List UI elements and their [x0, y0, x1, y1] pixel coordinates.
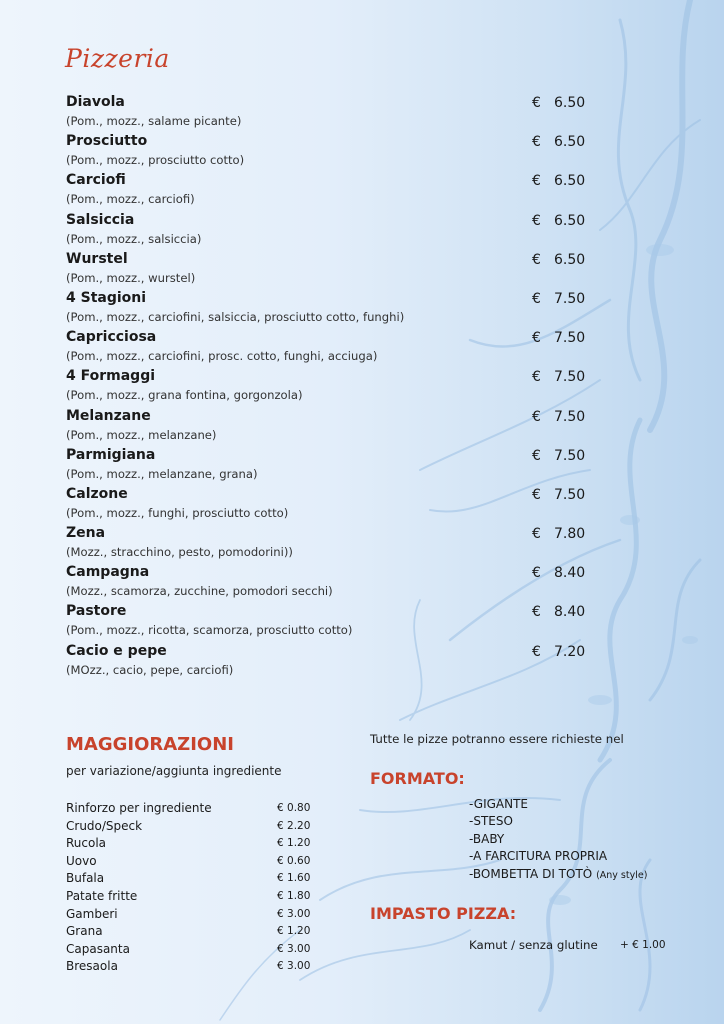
extra-item — [66, 889, 326, 907]
format-option — [469, 832, 647, 849]
extra-name: Capasanta — [66, 941, 130, 956]
extra-price: € 0.80 — [277, 802, 311, 814]
currency-symbol: € — [532, 604, 541, 621]
extra-item — [66, 942, 326, 960]
extra-price: € 1.20 — [277, 925, 311, 938]
currency-symbol: € — [532, 408, 541, 425]
menu-item — [66, 251, 596, 290]
pizza-menu-list — [66, 94, 596, 682]
menu-item — [66, 212, 596, 251]
item-price — [532, 448, 585, 464]
item-name: Cacio e pepe — [66, 642, 167, 659]
formato-title: FORMATO: — [370, 769, 465, 788]
item-price — [532, 95, 585, 111]
item-ingredients: (Mozz., scamorza, zucchine, pomodori secchi) — [66, 584, 333, 599]
currency-symbol: € — [532, 565, 541, 582]
item-name: Prosciutto — [66, 133, 148, 150]
currency-symbol: € — [532, 212, 541, 229]
extra-price: € 0.60 — [277, 854, 311, 867]
item-ingredients: (Pom., mozz., salame picante) — [66, 114, 242, 128]
extra-price: € 1.20 — [277, 837, 311, 850]
extra-item — [66, 907, 326, 925]
item-price — [532, 565, 585, 581]
item-ingredients: (Pom., mozz., salsiccia) — [66, 231, 202, 246]
format-option — [469, 849, 647, 866]
item-price — [532, 409, 585, 425]
maggiorazioni-title: MAGGIORAZIONI — [66, 734, 234, 755]
price-value: 7.50 — [554, 447, 586, 464]
item-name: Melanzane — [66, 407, 151, 424]
currency-symbol: € — [532, 643, 541, 660]
menu-item — [66, 486, 596, 525]
currency-symbol: € — [532, 290, 541, 307]
item-price — [532, 213, 585, 229]
format-label: -A FARCITURA PROPRIA — [469, 849, 608, 864]
extra-price: € 1.60 — [277, 872, 311, 885]
price-value: 6.50 — [554, 251, 586, 268]
format-option — [469, 814, 647, 831]
item-price — [532, 291, 585, 307]
extra-price: € 3.00 — [277, 960, 311, 973]
price-value: 7.80 — [554, 526, 586, 543]
menu-item — [66, 133, 596, 172]
item-ingredients: (Pom., mozz., melanzane, grana) — [66, 466, 258, 481]
item-name: Campagna — [66, 564, 150, 581]
item-price — [532, 252, 585, 268]
maggiorazioni-subtitle: per variazione/aggiunta ingrediente — [66, 764, 282, 778]
item-ingredients: (Pom., mozz., ricotta, scamorza, prosciutto cotto) — [66, 623, 353, 638]
format-label: -BABY — [469, 831, 505, 846]
extra-price: € 3.00 — [277, 942, 311, 955]
currency-symbol: € — [532, 95, 541, 111]
item-name: Salsiccia — [66, 211, 135, 228]
extra-item — [66, 819, 326, 837]
item-ingredients: (Pom., mozz., grana fontina, gorgonzola) — [66, 388, 303, 403]
extra-name: Patate fritte — [66, 888, 138, 903]
price-value: 7.50 — [554, 290, 586, 307]
item-ingredients: (Pom., mozz., carciofini, salsiccia, prosciutto cotto, funghi) — [66, 309, 405, 324]
extra-name: Rucola — [66, 836, 107, 851]
extra-item — [66, 854, 326, 872]
extra-item — [66, 959, 326, 977]
format-option — [469, 867, 647, 884]
item-ingredients: (Pom., mozz., melanzane) — [66, 427, 217, 442]
menu-item — [66, 290, 596, 329]
extra-price: € 1.80 — [277, 889, 311, 902]
extra-item — [66, 871, 326, 889]
extra-name: Bufala — [66, 871, 105, 886]
format-label: -BOMBETTA DI TOTÒ — [469, 866, 593, 881]
item-ingredients: (Pom., mozz., prosciutto cotto) — [66, 153, 245, 168]
item-name: 4 Stagioni — [66, 289, 147, 306]
item-ingredients: (Mozz., stracchino, pesto, pomodorini)) — [66, 545, 293, 560]
impasto-option: Kamut / senza glutine — [469, 938, 598, 952]
extra-name: Gamberi — [66, 906, 118, 921]
item-name: Zena — [66, 525, 106, 542]
extra-price: € 3.00 — [277, 907, 311, 920]
price-value: 7.50 — [554, 486, 586, 503]
formato-options-list — [469, 797, 647, 884]
format-label: -GIGANTE — [469, 797, 529, 811]
price-value: 7.20 — [554, 643, 586, 660]
item-price — [532, 173, 585, 189]
extra-item — [66, 836, 326, 854]
price-value: 7.50 — [554, 369, 586, 386]
item-name: Pastore — [66, 603, 127, 620]
menu-item — [66, 329, 596, 368]
item-ingredients: (Pom., mozz., carciofi) — [66, 192, 195, 207]
item-name: Capricciosa — [66, 329, 157, 346]
price-value: 7.50 — [554, 408, 586, 425]
menu-item — [66, 564, 596, 603]
impasto-price: + € 1.00 — [620, 939, 666, 951]
item-price — [532, 526, 585, 542]
menu-item — [66, 172, 596, 211]
currency-symbol: € — [532, 486, 541, 503]
menu-item — [66, 643, 596, 682]
item-price — [532, 644, 585, 660]
menu-item — [66, 94, 596, 133]
item-name: Calzone — [66, 485, 128, 502]
menu-item — [66, 447, 596, 486]
formato-note: Tutte le pizze potranno essere richieste nel — [370, 732, 624, 746]
menu-item — [66, 368, 596, 407]
extra-name: Rinforzo per ingrediente — [66, 801, 212, 815]
format-tag: (Any style) — [596, 869, 648, 881]
item-ingredients: (Pom., mozz., carciofini, prosc. cotto, funghi, acciuga) — [66, 349, 378, 364]
item-price — [532, 330, 585, 346]
currency-symbol: € — [532, 369, 541, 386]
format-option — [469, 797, 647, 814]
item-price — [532, 604, 585, 620]
extra-name: Grana — [66, 924, 103, 939]
price-value: 6.50 — [554, 173, 586, 190]
currency-symbol: € — [532, 134, 541, 151]
extra-name: Crudo/Speck — [66, 818, 143, 833]
price-value: 7.50 — [554, 330, 586, 347]
price-value: 6.50 — [554, 134, 586, 151]
format-label: -STESO — [469, 814, 513, 829]
item-ingredients: (Pom., mozz., funghi, prosciutto cotto) — [66, 505, 289, 520]
extra-item — [66, 801, 326, 819]
extra-item — [66, 924, 326, 942]
extra-price: € 2.20 — [277, 819, 311, 832]
menu-item — [66, 408, 596, 447]
price-value: 8.40 — [554, 565, 586, 582]
impasto-title: IMPASTO PIZZA: — [370, 904, 517, 923]
currency-symbol: € — [532, 173, 541, 190]
price-value: 6.50 — [554, 95, 586, 111]
item-name: Carciofi — [66, 172, 126, 189]
item-name: Diavola — [66, 94, 125, 110]
extra-name: Bresaola — [66, 959, 118, 974]
item-price — [532, 487, 585, 503]
page-title: Pizzeria — [65, 44, 170, 73]
currency-symbol: € — [532, 447, 541, 464]
item-price — [532, 134, 585, 150]
item-name: Wurstel — [66, 250, 128, 267]
menu-item — [66, 525, 596, 564]
item-ingredients: (MOzz., cacio, pepe, carciofi) — [66, 662, 234, 677]
price-value: 8.40 — [554, 604, 586, 621]
currency-symbol: € — [532, 251, 541, 268]
item-ingredients: (Pom., mozz., wurstel) — [66, 270, 196, 285]
menu-item — [66, 603, 596, 642]
item-name: Parmigiana — [66, 446, 156, 463]
item-name: 4 Formaggi — [66, 368, 156, 385]
currency-symbol: € — [532, 330, 541, 347]
currency-symbol: € — [532, 526, 541, 543]
item-price — [532, 369, 585, 385]
extras-list — [66, 801, 326, 977]
extra-name: Uovo — [66, 853, 97, 868]
price-value: 6.50 — [554, 212, 586, 229]
